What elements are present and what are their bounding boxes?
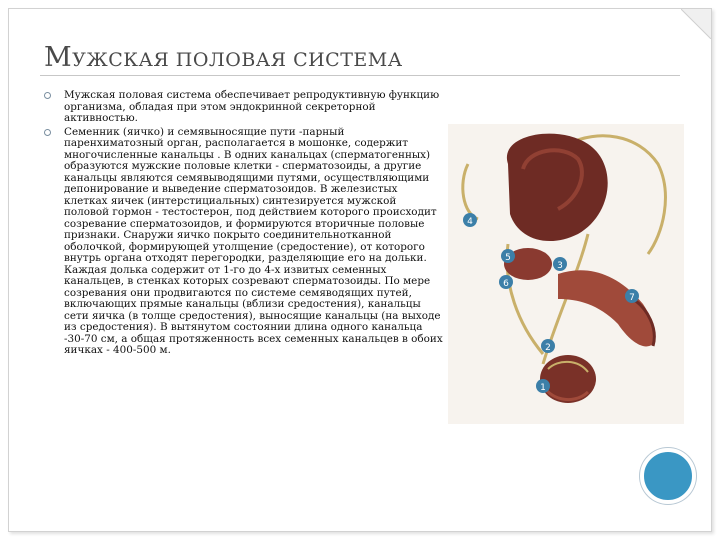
bullet-text: Семенник (яичко) и семявыносящие пути -парный паренхиматозный орган, располагается в мошонке, содержит многочисленные канальцы . В одних канальцах (сперматогенных) образуются мужские половые клетки - сперматозоиды, а другие канальцы являются семявыводящими путями, осуществляющими депонирование и выведение сперматозоидов. В железистых клетках яичек (интерстициальных) синтезируется мужской половой гормон - тестостерон, под действием которого происходит созревание сперматозоидов, и формируются вторичные половые признаки. Снаружи яичко покрыто соединительнотканной оболочкой, формирующей утолщение (средостение), от которого внутрь органа отходят перегородки, разделяющие его на дольки. Каждая долька содержит от 1-го до 4-х извитых семенных канальцев, в стенках которых созревают сперматозоиды. По мере созревания они продвигаются по системе семяводящих путей, включающих прямые канальцы (вблизи средостения), канальцы сети яичка (в толще средостения), выносящие канальцы (на выходе из средостения). В вытянутом состоянии длина одного канальца -30-70 см, а общая протяженность всех семенных канальцев в обоих яичках - 400-500 м. — [64, 125, 443, 356]
marker-2 — [541, 339, 555, 353]
marker-4 — [463, 213, 477, 227]
bullet-circle-icon — [44, 129, 51, 136]
marker-5 — [501, 249, 515, 263]
bullet-text: Мужская половая система обеспечивает репродуктивную функцию организма, обладая при этом эндокринной секреторной активностью. — [64, 89, 440, 124]
marker-7 — [625, 289, 639, 303]
slide-corner-fold — [681, 9, 711, 39]
title-rest: УЖСКАЯ ПОЛОВАЯ СИСТЕМА — [72, 49, 403, 71]
marker-6 — [499, 275, 513, 289]
bullet-circle-icon — [44, 92, 51, 99]
svg-text:1: 1 — [540, 383, 546, 393]
bullet-item — [44, 127, 444, 357]
bullet-item — [44, 90, 444, 125]
svg-text:5: 5 — [505, 253, 511, 263]
marker-3 — [553, 257, 567, 271]
slide-accent-circle — [640, 448, 696, 504]
slide-title — [44, 42, 403, 73]
title-first-letter: М — [44, 42, 73, 73]
title-divider — [40, 75, 680, 76]
svg-text:2: 2 — [545, 343, 551, 353]
svg-text:4: 4 — [467, 217, 473, 227]
svg-text:7: 7 — [629, 293, 635, 303]
marker-1 — [536, 379, 550, 393]
anatomy-illustration — [448, 124, 684, 424]
svg-text:3: 3 — [557, 261, 563, 271]
bullet-list — [44, 90, 444, 359]
svg-text:6: 6 — [503, 279, 509, 289]
